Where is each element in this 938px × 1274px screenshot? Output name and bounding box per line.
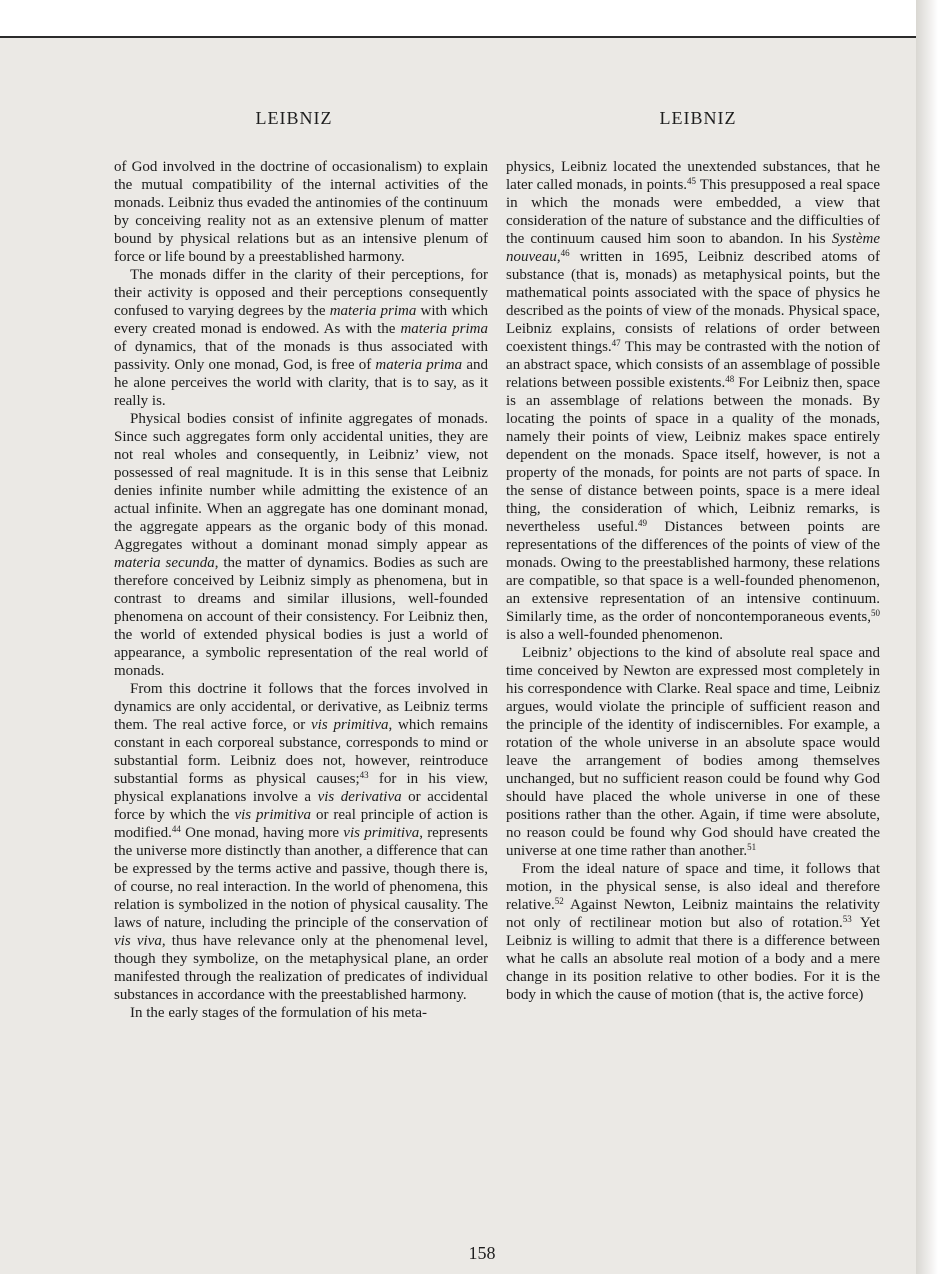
text-run: with which every created monad is endowed. As with the bbox=[114, 303, 488, 337]
paragraph bbox=[114, 1004, 488, 1022]
italic-term: materia prima bbox=[400, 321, 488, 337]
italic-term: vis primitiva bbox=[311, 717, 389, 733]
text-run: From this doctrine it follows that the forces involved in dynamics are only accidental, or derivative, as Leibniz terms them. The real active force, or bbox=[114, 681, 488, 733]
italic-term: vis primitiva bbox=[343, 825, 420, 841]
text-run: Yet Leibniz is willing to admit that there is a difference between what he calls an absolute real motion of a body and a mere change in its position relative to other bodies. For it is the body in which the cause of motion (that is, the active force) bbox=[506, 915, 880, 1003]
footnote-ref: 48 bbox=[725, 374, 735, 384]
italic-term: vis derivativa bbox=[317, 789, 402, 805]
italic-term: materia prima bbox=[375, 357, 463, 373]
text-run: physics, Leibniz located the unextended substances, that he later called monads, in points. bbox=[506, 159, 880, 193]
text-run: This presupposed a real space in which the monads were embedded, a view that consideration of the nature of substance and the difficulties of the continuum caused him soon to abandon. In his bbox=[506, 177, 880, 247]
text-run: One monad, having more bbox=[180, 825, 344, 841]
scan-edge-right bbox=[916, 0, 938, 1274]
paragraph bbox=[506, 644, 880, 860]
text-run: or accidental force by which the bbox=[114, 789, 488, 823]
footnote-ref: 53 bbox=[842, 914, 852, 924]
footnote-ref: 52 bbox=[554, 896, 564, 906]
text-run: written in 1695, Leibniz described atoms of substance (that is, monads) as metaphysical points, but the mathematical points associated with the space of physics he described as the points of view of the monads. Physical space, Leibniz explains, consists of relations of order between coexistent things. bbox=[506, 249, 880, 355]
paragraph bbox=[114, 266, 488, 410]
text-run: This may be contrasted with the notion of an abstract space, which consists of an assemblage of possible relations between possible existents. bbox=[506, 339, 880, 391]
text-run: and he alone perceives the world with clarity, that is to say, as it really is. bbox=[114, 357, 488, 409]
text-run: or real principle of action is modified. bbox=[114, 807, 488, 841]
italic-term: Système nouveau bbox=[506, 231, 880, 265]
footnote-ref: 50 bbox=[871, 608, 880, 618]
text-run: Distances between points are representations of the differences of the points of view of the monads. Owing to the preestablished harmony, these relations are compatible, so that space is a well-founded phenomenon, an extensive representation of an intensive continuum. Similarly time, as the order of noncontemporaneous events, bbox=[506, 519, 880, 625]
footnote-ref: 43 bbox=[359, 770, 369, 780]
text-run: In the early stages of the formulation of his meta- bbox=[130, 1005, 427, 1021]
text-run: of God involved in the doctrine of occasionalism) to explain the mutual compatibility of the internal activities of the monads. Leibniz thus evaded the antinomies of the continuum by conceiving reality not as an extensive plenum of matter bound by physical relations but as an intensive plenum of force or life bound by a preestablished harmony. bbox=[114, 159, 488, 265]
footnote-ref: 45 bbox=[687, 176, 697, 186]
footnote-ref: 51 bbox=[747, 842, 757, 852]
running-head-right: LEIBNIZ bbox=[659, 108, 737, 128]
text-column-left bbox=[114, 158, 488, 1238]
footnote-ref: 46 bbox=[560, 248, 570, 258]
text-run: is also a well-founded phenomenon. bbox=[506, 627, 724, 643]
italic-term: vis primitiva bbox=[234, 807, 312, 823]
italic-term: materia secunda bbox=[114, 555, 215, 571]
paragraph bbox=[114, 410, 488, 680]
text-column-right bbox=[506, 158, 880, 1238]
text-run: The monads differ in the clarity of their perceptions, for their activity is opposed and their perceptions consequently confused to varying degrees by the bbox=[114, 267, 488, 319]
italic-term: materia prima bbox=[329, 303, 417, 319]
text-run: From the ideal nature of space and time, it follows that motion, in the physical sense, is also ideal and therefore relative. bbox=[506, 861, 880, 913]
text-run: , which remains constant in each corporeal substance, corresponds to mind or substantial form. Leibniz does not, however, reintroduce substantial forms as physical causes; bbox=[114, 717, 488, 787]
text-run: , represents the universe more distinctly than another, a difference that can be expressed by the terms active and passive, though there is, of course, no real interaction. In the world of phenomena, this relation is symbolized in the notion of physical causality. The laws of nature, including the principle of the conservation of bbox=[114, 825, 488, 931]
running-head-left: LEIBNIZ bbox=[255, 108, 333, 128]
paragraph bbox=[114, 680, 488, 1004]
text-run: Physical bodies consist of infinite aggregates of monads. Since such aggregates form only accidental unities, they are not real wholes and consequently, in Leibniz’ view, not possessed of real magnitude. It is in this sense that Leibniz denies infinite number while admitting the existence of an actual infinite. When an aggregate has one dominant monad, the aggregate appears as the organic body of this monad. Aggregates without a dominant monad simply appear as bbox=[114, 411, 488, 553]
text-run: for in his view, physical explanations involve a bbox=[114, 771, 488, 805]
italic-term: vis viva bbox=[114, 933, 162, 949]
footnote-ref: 44 bbox=[171, 824, 181, 834]
text-run: Leibniz’ objections to the kind of absolute real space and time conceived by Newton are expressed most completely in his correspondence with Clarke. Real space and time, Leibniz argues, would violate the principle of sufficient reason and the principle of the identity of indiscernibles. For example, a rotation of the whole universe in an absolute space would leave the arrangement of bodies among themselves unchanged, but no sufficient reason could be found why God should have placed the whole universe in one of these positions rather than the other. Again, if time were absolute, no reason could be found why God should have created the universe at one time rather than another. bbox=[506, 645, 880, 859]
text-run: Against Newton, Leibniz maintains the relativity not only of rectilinear motion but also of rotation. bbox=[506, 897, 880, 931]
text-run: For Leibniz then, space is an assemblage of relations between the monads. By locating the points of space in a quality of the monads, namely their points of view, Leibniz makes space entirely dependent on the monads. Space itself, however, is not a property of the monads, for points are not parts of space. In the sense of distance between points, space is a mere ideal thing, the consideration of which, Leibniz remarks, is nevertheless useful. bbox=[506, 375, 880, 535]
text-run: of dynamics, that of the monads is thus associated with passivity. Only one monad, God, is free of bbox=[114, 339, 488, 373]
text-run: , thus have relevance only at the phenomenal level, though they symbolize, on the metaphysical plane, an order manifested through the realization of predicates of individual substances in accordance with the preestablished harmony. bbox=[114, 933, 488, 1003]
footnote-ref: 47 bbox=[611, 338, 621, 348]
paragraph bbox=[506, 158, 880, 644]
text-run: , bbox=[556, 249, 561, 265]
paragraph bbox=[114, 158, 488, 266]
paragraph bbox=[506, 860, 880, 1004]
scan-border-top bbox=[0, 0, 938, 38]
footnote-ref: 49 bbox=[637, 518, 647, 528]
text-run: , the matter of dynamics. Bodies as such are therefore conceived by Leibniz simply as phenomena, but in contrast to dreams and similar illusions, well-founded phenomena on account of their consistency. For Leibniz then, the world of extended physical bodies is just a world of appearance, a symbolic representation of the real world of monads. bbox=[114, 555, 488, 679]
page-number: 158 bbox=[468, 1243, 496, 1263]
